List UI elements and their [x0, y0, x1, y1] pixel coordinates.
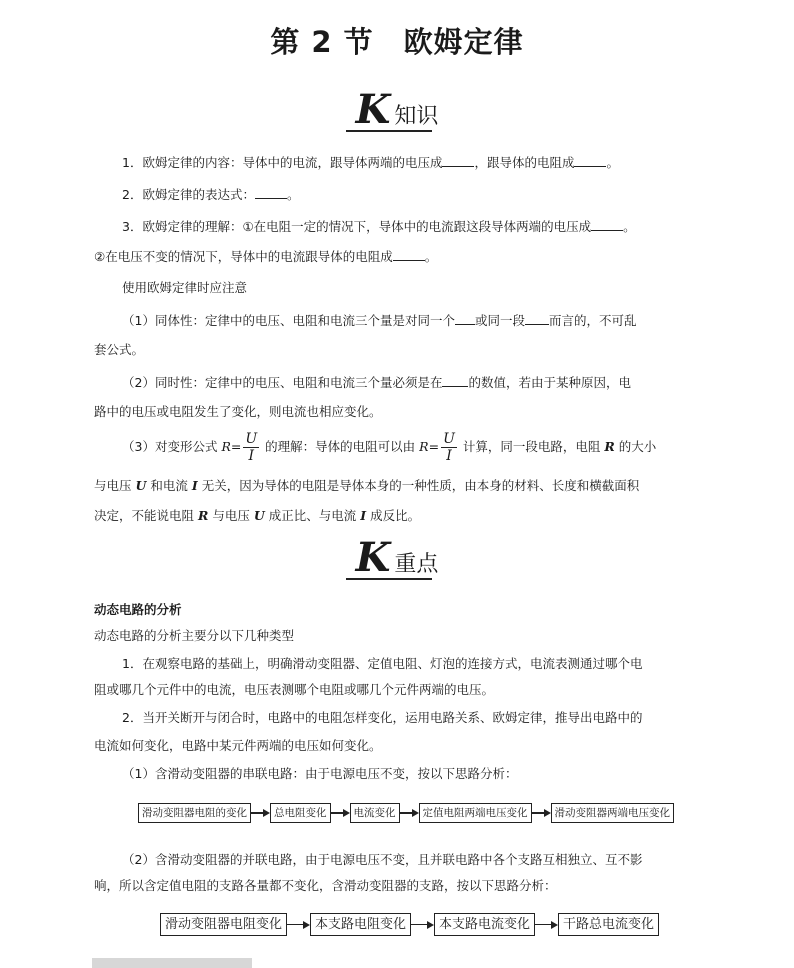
text: 无关，因为导体的电阻是导体本身的一种性质，由本身的材料、长度和横截面积 — [201, 478, 640, 493]
section-underline — [346, 130, 432, 132]
flow-box: 干路总电流变化 — [558, 913, 659, 936]
text: 。 — [623, 219, 636, 234]
section-underline — [346, 578, 432, 580]
equals-sign: = — [230, 439, 242, 454]
fraction-u-over-i — [243, 431, 259, 464]
section-header-knowledge — [0, 86, 794, 136]
parallel-case-cont: 响，所以含定值电阻的支路各量都不变化，含滑动变阻器的支路，按以下思路分析： — [94, 878, 557, 893]
cropped-footer — [92, 958, 252, 968]
flow-box: 电流变化 — [350, 803, 400, 823]
knowledge-line-4 — [94, 246, 674, 267]
key-point-2: 2．当开关断开与闭合时，电路中的电阻怎样变化，运用电路关系、欧姆定律，推导出电路中的 — [122, 710, 643, 725]
fill-blank — [255, 184, 287, 199]
text: 成正比、与电流 — [268, 508, 357, 523]
flow-box: 滑动变阻器电阻的变化 — [138, 803, 251, 823]
text: 的数值，若由于某种原因，电 — [468, 375, 631, 390]
text: ②在电压不变的情况下，导体中的电流跟导体的电阻成 — [94, 249, 393, 264]
knowledge-note: 使用欧姆定律时应注意 — [122, 280, 248, 295]
key-heading: 动态电路的分析 — [94, 602, 182, 617]
symbol-i: I — [191, 478, 198, 493]
flow-box: 定值电阻两端电压变化 — [419, 803, 532, 823]
note-3 — [122, 430, 702, 464]
symbol-r: R — [419, 439, 429, 454]
symbol-i: I — [360, 508, 367, 523]
note-1 — [122, 310, 702, 331]
section-header-key — [0, 534, 794, 584]
section-k-letter: K — [355, 86, 391, 133]
section-word: 重点 — [394, 552, 439, 577]
knowledge-line-2 — [122, 184, 702, 205]
arrow-right-icon — [400, 809, 419, 817]
flow-box: 滑动变阻器两端电压变化 — [551, 803, 675, 823]
fill-blank — [591, 216, 623, 231]
section-k-letter: K — [355, 534, 391, 581]
section-word: 知识 — [394, 104, 439, 129]
symbol-r: R — [198, 508, 209, 523]
flow-box: 总电阻变化 — [270, 803, 331, 823]
text: 决定，不能说电阻 — [94, 508, 195, 523]
key-point-1: 1．在观察电路的基础上，明确滑动变阻器、定值电阻、灯泡的连接方式，电流表测通过哪个电 — [122, 656, 643, 671]
text: 3．欧姆定律的理解：①在电阻一定的情况下，导体中的电流跟这段导体两端的电压成 — [122, 219, 592, 234]
denominator: I — [446, 448, 452, 464]
text: （3）对变形公式 — [122, 439, 218, 454]
note-2 — [122, 372, 702, 393]
flow-box: 本支路电流变化 — [434, 913, 535, 936]
symbol-r: R — [221, 439, 231, 454]
key-point-2-cont: 电流如何变化，电路中某元件两端的电压如何变化。 — [94, 738, 382, 753]
equals-sign: = — [428, 439, 440, 454]
arrow-right-icon — [535, 921, 558, 929]
text: 1．欧姆定律的内容：导体中的电流，跟导体两端的电压成 — [122, 155, 443, 170]
text: 。 — [424, 249, 438, 264]
arrow-right-icon — [532, 809, 551, 817]
text: 成反比。 — [370, 508, 421, 523]
denominator: I — [248, 448, 255, 464]
arrow-right-icon — [251, 809, 270, 817]
note-2-cont: 路中的电压或电阻发生了变化，则电流也相应变化。 — [94, 404, 382, 419]
text: 计算，同一段电路，电阻 — [462, 439, 601, 454]
text: 或同一段 — [474, 313, 525, 328]
note-3-line-2 — [94, 476, 674, 496]
symbol-r: R — [604, 439, 615, 454]
text: （2）同时性：定律中的电压、电阻和电流三个量必须是在 — [122, 375, 443, 390]
text: （1）同体性：定律中的电压、电阻和电流三个量是对同一个 — [122, 313, 455, 328]
numerator: U — [443, 431, 455, 447]
fill-blank — [442, 372, 468, 387]
parallel-case: （2）含滑动变阻器的并联电路，由于电源电压不变，且并联电路中各个支路互相独立、互不影 — [122, 852, 643, 867]
text: ，跟导体的电阻成 — [474, 155, 575, 170]
text: 和电流 — [150, 478, 188, 493]
note-1-cont: 套公式。 — [94, 342, 145, 357]
text: 2．欧姆定律的表达式： — [122, 187, 255, 202]
text: 的大小 — [618, 439, 657, 454]
page-title: 第 2 节 欧姆定律 — [270, 25, 524, 59]
knowledge-line-3 — [122, 216, 702, 237]
text: 。 — [606, 155, 619, 170]
fill-blank — [525, 310, 549, 325]
flowchart-series — [138, 803, 674, 823]
key-point-1-cont: 阻或哪几个元件中的电流，电压表测哪个电阻或哪几个元件两端的电压。 — [94, 682, 495, 697]
text: 而言的，不可乱 — [548, 313, 637, 328]
arrow-right-icon — [331, 809, 350, 817]
symbol-u: U — [135, 478, 147, 493]
series-case: （1）含滑动变阻器的串联电路：由于电源电压不变，按以下思路分析： — [122, 766, 518, 781]
fraction-u-over-i — [441, 431, 457, 464]
fill-blank — [442, 152, 474, 167]
symbol-u: U — [253, 508, 265, 523]
note-3-line-3 — [94, 506, 674, 526]
text: 与电压 — [212, 508, 250, 523]
numerator: U — [245, 431, 258, 447]
arrow-right-icon — [411, 921, 434, 929]
text: 的理解：导体的电阻可以由 — [265, 439, 416, 454]
flow-box: 本支路电阻变化 — [310, 913, 411, 936]
arrow-right-icon — [287, 921, 310, 929]
fill-blank — [393, 246, 425, 261]
fill-blank — [455, 310, 475, 325]
flow-box: 滑动变阻器电阻变化 — [160, 913, 287, 936]
flowchart-parallel — [160, 913, 659, 936]
text: 。 — [286, 187, 300, 202]
fill-blank — [574, 152, 606, 167]
text: 与电压 — [94, 478, 132, 493]
key-intro: 动态电路的分析主要分以下几种类型 — [94, 628, 295, 643]
knowledge-line-1 — [122, 152, 702, 173]
